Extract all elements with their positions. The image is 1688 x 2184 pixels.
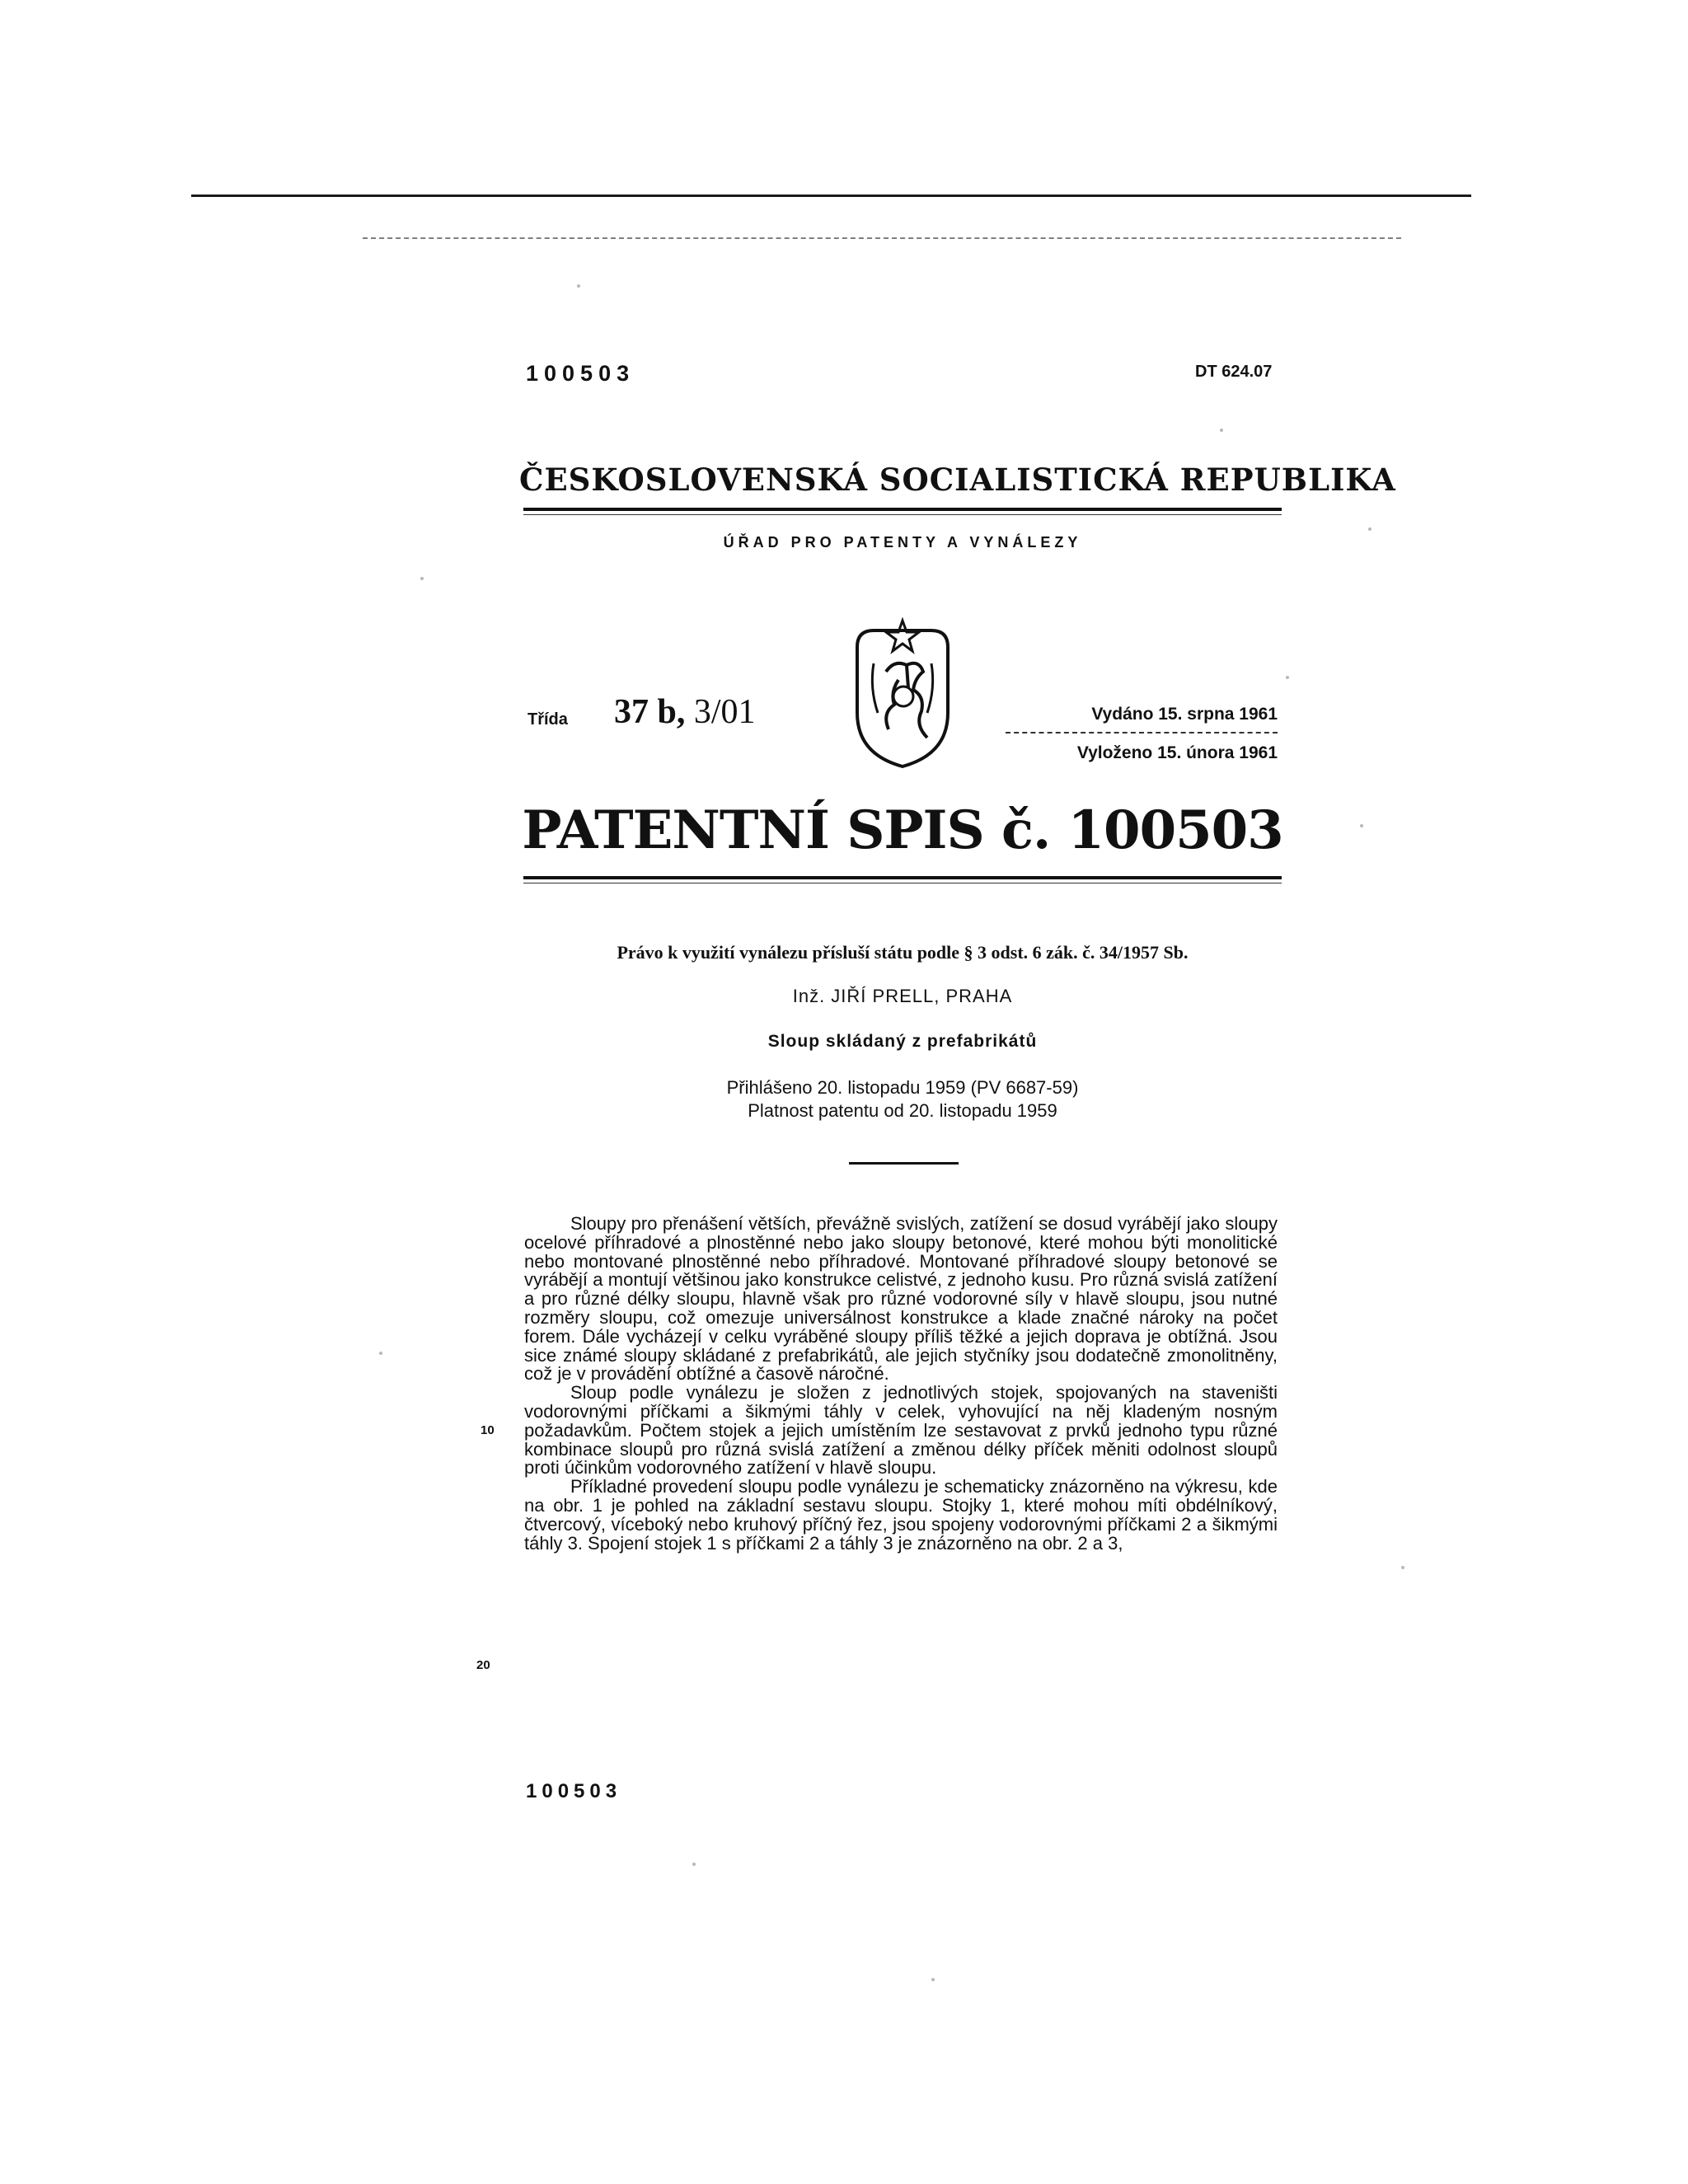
filing-date: Přihlášeno 20. listopadu 1959 (PV 6687-59)	[726, 1077, 1079, 1098]
republic-heading: ČESKOSLOVENSKÁ SOCIALISTICKÁ REPUBLIKA	[519, 462, 1396, 498]
rights-statement: Právo k využití vynálezu přísluší státu podle § 3 odst. 6 zák. č. 34/1957 Sb.	[617, 942, 1189, 963]
state-emblem-icon	[849, 614, 956, 771]
invention-subject: Sloup skládaný z prefabrikátů	[767, 1032, 1038, 1051]
class-value-main: 37 b,	[614, 693, 686, 731]
top-rule	[191, 194, 1471, 197]
scan-speck	[420, 577, 424, 580]
scan-speck	[1286, 676, 1289, 679]
issued-date: Vydáno 15. srpna 1961	[1091, 705, 1278, 724]
class-value-sub: 3/01	[685, 693, 756, 731]
footer-patent-number: 100503	[526, 1780, 622, 1802]
description-body	[524, 1215, 1278, 1553]
inventor: Inž. JIŘÍ PRELL, PRAHA	[792, 986, 1013, 1006]
masthead-rule-thin	[523, 514, 1282, 515]
validity-date: Platnost patentu od 20. listopadu 1959	[748, 1100, 1057, 1121]
scan-speck	[1368, 527, 1372, 531]
scan-speck	[931, 1978, 935, 1981]
section-divider	[849, 1162, 959, 1165]
scan-speck	[1401, 1566, 1404, 1569]
patent-office-heading: ÚŘAD PRO PATENTY A VYNÁLEZY	[723, 534, 1082, 551]
scan-speck	[1360, 824, 1363, 827]
line-number: 20	[476, 1658, 490, 1672]
scan-speck	[692, 1863, 696, 1866]
published-date: Vyloženo 15. února 1961	[1076, 743, 1278, 762]
paragraph: Sloupy pro přenášení větších, převážně svislých, zatížení se dosud vyrábějí jako sloupy ocelové příhradové a plnostěnné nebo jako sloupy betonové, které mohou býti monolitické nebo montované plnostěnné nebo příhradové. Montované příhradové sloupy betonové se vyrábějí a montují většinou jako konstrukce celistvé, z jednoho kusu. Pro různá svislá zatížení a pro různé délky sloupu, hlavně však pro různé vodorovné síly v hlavě sloupu, jsou nutné rozměry sloupu, což omezuje universálnost konstrukce a klade značné nároky na počet forem. Dále vycházejí v celku vyráběné sloupy příliš těžké a jejich doprava je obtížná. Jsou sice známé sloupy skládané z prefabrikátů, ale jejich styčníky jsou dodatečně zmonolitněny, což je v provádění obtížné a časově náročné.	[524, 1213, 1278, 1385]
title-rule	[523, 876, 1282, 879]
paragraph: Sloup podle vynálezu je složen z jednotlivých stojek, spojovaných na staveništi vodorovnými příčkami a šikmými táhly v celek, vyhovující na něj kladeným nosným požadavkům. Počtem stojek a jejich umístěním lze sestavovat z prvků jednoho typu různé kombinace sloupů pro různá svislá zatížení a změnou délky příček měniti odolnost sloupů proti účinkům vodorovného zatížení v hlavě sloupu.	[524, 1382, 1278, 1479]
document-title: PATENTNÍ SPIS č. 100503	[522, 799, 1283, 861]
line-number: 10	[481, 1423, 495, 1437]
scan-speck	[1220, 429, 1223, 432]
scan-artifact-line	[363, 237, 1401, 239]
scan-speck	[577, 284, 580, 288]
header-patent-number: 100503	[526, 361, 635, 386]
scan-speck	[379, 1352, 382, 1355]
date-separator	[1006, 732, 1278, 733]
masthead-rule	[523, 508, 1282, 511]
paragraph: Příkladné provedení sloupu podle vynálezu je schematicky znázorněno na výkresu, kde na obr. 1 je pohled na základní sestavu sloupu. Stojky 1, které mohou míti obdélníkový, čtvercový, víceboký nebo kruhový příčný řez, jsou spojeny vodorovnými příčkami 2 a šikmými táhly 3. Spojení stojek 1 s příčkami 2 a táhly 3 je znázorněno na obr. 2 a 3,	[524, 1476, 1278, 1554]
class-value	[614, 692, 756, 732]
header-classification: DT 624.07	[1195, 363, 1273, 381]
class-label: Třída	[528, 710, 568, 729]
